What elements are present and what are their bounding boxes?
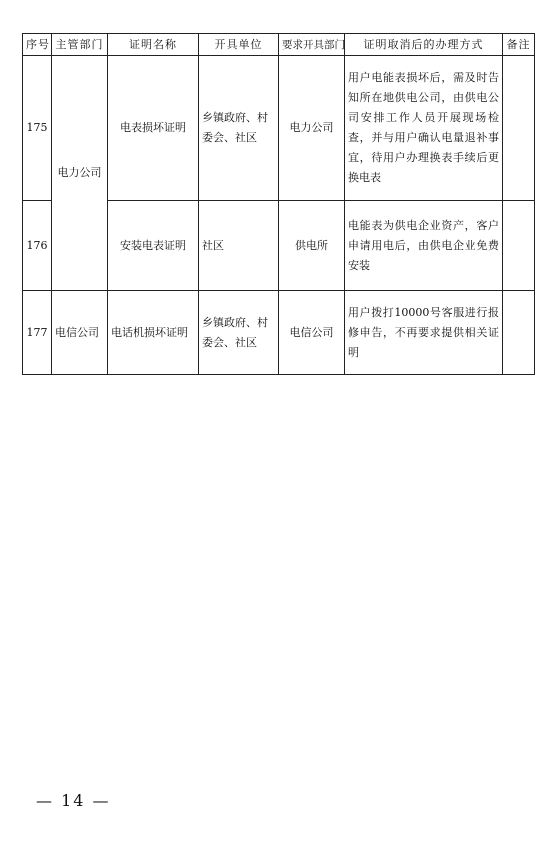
row-issuer: 社区 bbox=[199, 201, 279, 291]
row-certificate-name: 安装电表证明 bbox=[108, 201, 199, 291]
row-note bbox=[503, 201, 535, 291]
row-number: 177 bbox=[23, 291, 52, 375]
row-issuer: 乡镇政府、村委会、社区 bbox=[199, 291, 279, 375]
header-certificate-name: 证明名称 bbox=[108, 34, 199, 56]
row-required-dept: 电信公司 bbox=[279, 291, 345, 375]
row-note bbox=[503, 56, 535, 201]
row-issuer: 乡镇政府、村委会、社区 bbox=[199, 56, 279, 201]
row-note bbox=[503, 291, 535, 375]
row-method: 用户电能表损坏后，需及时告知所在地供电公司，由供电公司安排工作人员开展现场检查，并与用户确认电量退补事宜，待用户办理换表手续后更换电表 bbox=[345, 56, 503, 201]
header-required-dept: 要求开具部门 bbox=[279, 34, 345, 56]
table-header-row bbox=[23, 34, 535, 56]
row-method: 用户拨打10000号客服进行报修申告，不再要求提供相关证明 bbox=[345, 291, 503, 375]
row-certificate-name: 电表损坏证明 bbox=[108, 56, 199, 201]
header-method: 证明取消后的办理方式 bbox=[345, 34, 503, 56]
page-number: — 14 — bbox=[36, 791, 111, 810]
table-row bbox=[23, 56, 535, 201]
row-required-dept: 供电所 bbox=[279, 201, 345, 291]
row-department: 电力公司 bbox=[52, 56, 108, 291]
header-issuer: 开具单位 bbox=[199, 34, 279, 56]
row-required-dept: 电力公司 bbox=[279, 56, 345, 201]
row-method: 电能表为供电企业资产，客户申请用电后，由供电企业免费安装 bbox=[345, 201, 503, 291]
header-note: 备注 bbox=[503, 34, 535, 56]
row-department: 电信公司 bbox=[52, 291, 108, 375]
table-row bbox=[23, 291, 535, 375]
row-number: 176 bbox=[23, 201, 52, 291]
header-department: 主管部门 bbox=[52, 34, 108, 56]
header-serial: 序号 bbox=[23, 34, 52, 56]
certificate-table bbox=[22, 33, 535, 375]
row-number: 175 bbox=[23, 56, 52, 201]
row-certificate-name: 电话机损坏证明 bbox=[108, 291, 199, 375]
